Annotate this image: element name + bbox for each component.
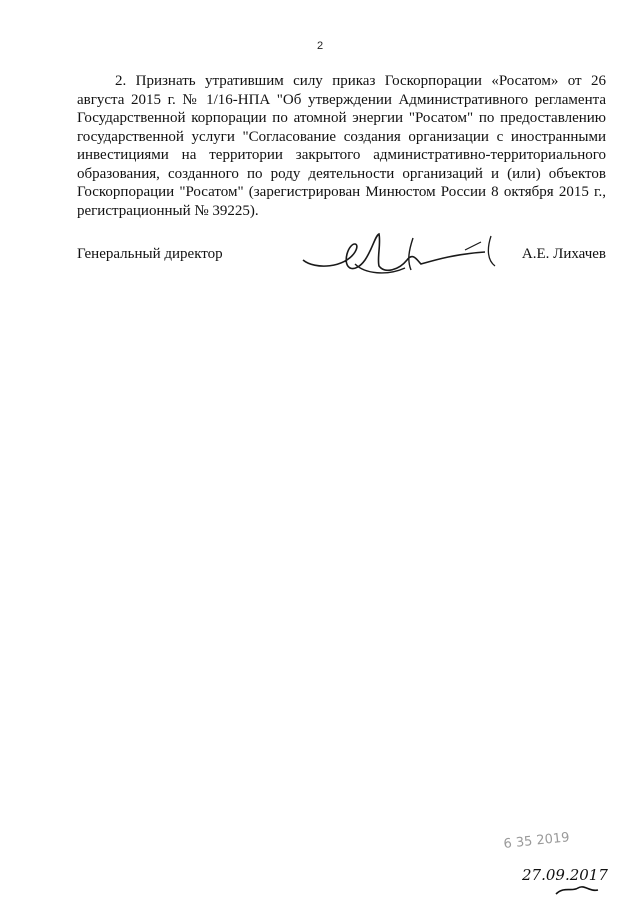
signature-block	[77, 238, 606, 278]
date-note: 27.09.2017	[522, 866, 608, 884]
handwritten-registration-note-icon	[498, 822, 628, 902]
signatory-name: А.Е. Лихачев	[521, 246, 606, 262]
page-number: 2	[316, 40, 324, 52]
handwritten-signature-icon	[295, 230, 505, 282]
signatory-position: Генеральный директор	[77, 246, 223, 262]
registration-mark: 6 35 2019	[502, 830, 571, 852]
body-paragraph: 2. Признать утратившим силу приказ Госкорпорации «Росатом» от 26 августа 2015 г. № 1/16-НПА "Об утверждении Административного регламента Государственной корпорации по атомной энергии "Росатом" по предоставлению государственной услуги "Согласование создания организации с иностранными инвестициями на территории закрытого административно-территориального образования, созданного по роду деятельности организаций и (или) объектов Госкорпорации "Росатом" (зарегистрирован Минюстом России 8 октября 2015 г., регистрационный № 39225).	[77, 73, 606, 219]
body-paragraph-container	[77, 72, 606, 220]
